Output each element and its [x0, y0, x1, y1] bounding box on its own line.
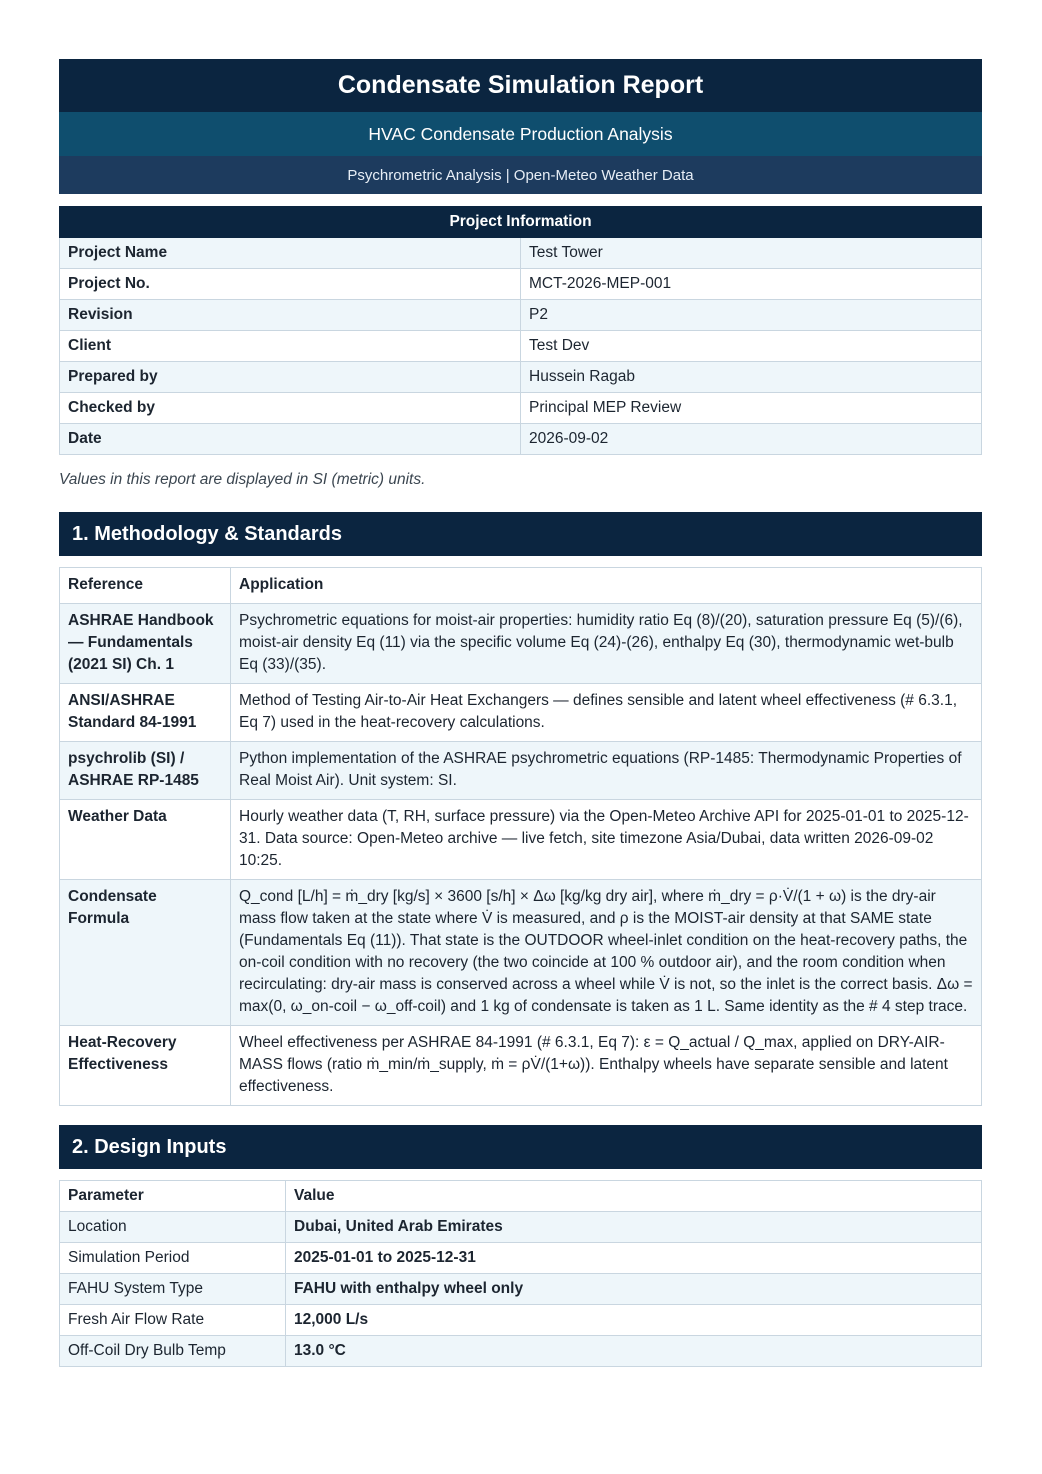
reference-cell: ANSI/ASHRAE Standard 84-1991	[60, 684, 231, 742]
date-label: Date	[60, 424, 521, 455]
table-row	[60, 393, 982, 424]
checked-by-label: Checked by	[60, 393, 521, 424]
table-row	[60, 604, 982, 684]
section-heading-design-inputs: 2. Design Inputs	[59, 1125, 982, 1169]
project-info-caption: Project Information	[60, 207, 982, 238]
date-value: 2026-09-02	[521, 424, 982, 455]
table-row	[60, 1274, 982, 1305]
revision-label: Revision	[60, 300, 521, 331]
report-subtitle: HVAC Condensate Production Analysis	[59, 112, 982, 156]
project-no-value: MCT-2026-MEP-001	[521, 269, 982, 300]
application-cell: Psychrometric equations for moist-air properties: humidity ratio Eq (8)/(20), saturation pressure Eq (5)/(6), moist-air density Eq (11) via the specific volume Eq (24)-(26), enthalpy Eq (30), thermodynamic wet-bulb Eq (33)/(35).	[231, 604, 982, 684]
units-note: Values in this report are displayed in SI (metric) units.	[59, 471, 426, 488]
application-cell: Wheel effectiveness per ASHRAE 84-1991 (# 6.3.1, Eq 7): ε = Q_actual / Q_max, applied on DRY-AIR-MASS flows (ratio ṁ_min/ṁ_supply, ṁ = ρV̇/(1+ω)). Enthalpy wheels have separate sensible and latent effectiveness.	[231, 1026, 982, 1106]
table-row	[60, 238, 982, 269]
reference-cell: Weather Data	[60, 800, 231, 880]
methodology-table	[59, 567, 982, 1106]
reference-cell: psychrolib (SI) / ASHRAE RP-1485	[60, 742, 231, 800]
table-row	[60, 880, 982, 1026]
column-header-reference: Reference	[60, 568, 231, 604]
table-row	[60, 1026, 982, 1106]
column-header-value: Value	[286, 1181, 982, 1212]
parameter-cell: Fresh Air Flow Rate	[60, 1305, 286, 1336]
value-cell: FAHU with enthalpy wheel only	[286, 1274, 982, 1305]
value-cell: 13.0 °C	[286, 1336, 982, 1367]
parameter-cell: Simulation Period	[60, 1243, 286, 1274]
section-heading-methodology: 1. Methodology & Standards	[59, 512, 982, 556]
project-name-value: Test Tower	[521, 238, 982, 269]
application-cell: Q_cond [L/h] = ṁ_dry [kg/s] × 3600 [s/h] × Δω [kg/kg dry air], where ṁ_dry = ρ·V̇/(1 + ω) is the dry-air mass flow taken at the state where V̇ is measured, and ρ is the MOIST-air density at that SAME state (Fundamentals Eq (11)). That state is the OUTDOOR wheel-inlet condition on the heat-recovery paths, the on-coil condition with no recovery (the two coincide at 100 % outdoor air), and the room condition when recirculating: dry-air mass is conserved across a wheel while V̇ is not, so the inlet is the correct basis. Δω = max(0, ω_on-coil − ω_off-coil) and 1 kg of condensate is taken as 1 L. Same identity as the # 4 step trace.	[231, 880, 982, 1026]
table-row	[60, 800, 982, 880]
value-cell: Dubai, United Arab Emirates	[286, 1212, 982, 1243]
column-header-application: Application	[231, 568, 982, 604]
reference-cell: Condensate Formula	[60, 880, 231, 1026]
report-content	[59, 59, 982, 1367]
reference-cell: Heat-Recovery Effectiveness	[60, 1026, 231, 1106]
table-row	[60, 331, 982, 362]
report-tagline: Psychrometric Analysis | Open-Meteo Weather Data	[59, 156, 982, 194]
revision-value: P2	[521, 300, 982, 331]
application-cell: Method of Testing Air-to-Air Heat Exchangers — defines sensible and latent wheel effectiveness (# 6.3.1, Eq 7) used in the heat-recovery calculations.	[231, 684, 982, 742]
client-label: Client	[60, 331, 521, 362]
project-info-table	[59, 206, 982, 455]
reference-cell: ASHRAE Handbook — Fundamentals (2021 SI) Ch. 1	[60, 604, 231, 684]
prepared-by-value: Hussein Ragab	[521, 362, 982, 393]
report-title: Condensate Simulation Report	[59, 59, 982, 112]
parameter-cell: Location	[60, 1212, 286, 1243]
parameter-cell: Off-Coil Dry Bulb Temp	[60, 1336, 286, 1367]
table-row	[60, 424, 982, 455]
column-header-parameter: Parameter	[60, 1181, 286, 1212]
application-cell: Python implementation of the ASHRAE psychrometric equations (RP-1485: Thermodynamic Properties of Real Moist Air). Unit system: SI.	[231, 742, 982, 800]
table-row	[60, 742, 982, 800]
table-header-row	[60, 1181, 982, 1212]
value-cell: 2025-01-01 to 2025-12-31	[286, 1243, 982, 1274]
client-value: Test Dev	[521, 331, 982, 362]
table-row	[60, 1336, 982, 1367]
parameter-cell: FAHU System Type	[60, 1274, 286, 1305]
project-name-label: Project Name	[60, 238, 521, 269]
table-row	[60, 362, 982, 393]
table-row	[60, 1212, 982, 1243]
table-row	[60, 300, 982, 331]
checked-by-value: Principal MEP Review	[521, 393, 982, 424]
value-cell: 12,000 L/s	[286, 1305, 982, 1336]
prepared-by-label: Prepared by	[60, 362, 521, 393]
table-row	[60, 1243, 982, 1274]
table-row	[60, 269, 982, 300]
design-inputs-table	[59, 1180, 982, 1367]
table-row	[60, 1305, 982, 1336]
table-header-row	[60, 568, 982, 604]
application-cell: Hourly weather data (T, RH, surface pressure) via the Open-Meteo Archive API for 2025-01-01 to 2025-12-31. Data source: Open-Meteo archive — live fetch, site timezone Asia/Dubai, data written 2026-09-02 10:25.	[231, 800, 982, 880]
table-row	[60, 684, 982, 742]
project-no-label: Project No.	[60, 269, 521, 300]
